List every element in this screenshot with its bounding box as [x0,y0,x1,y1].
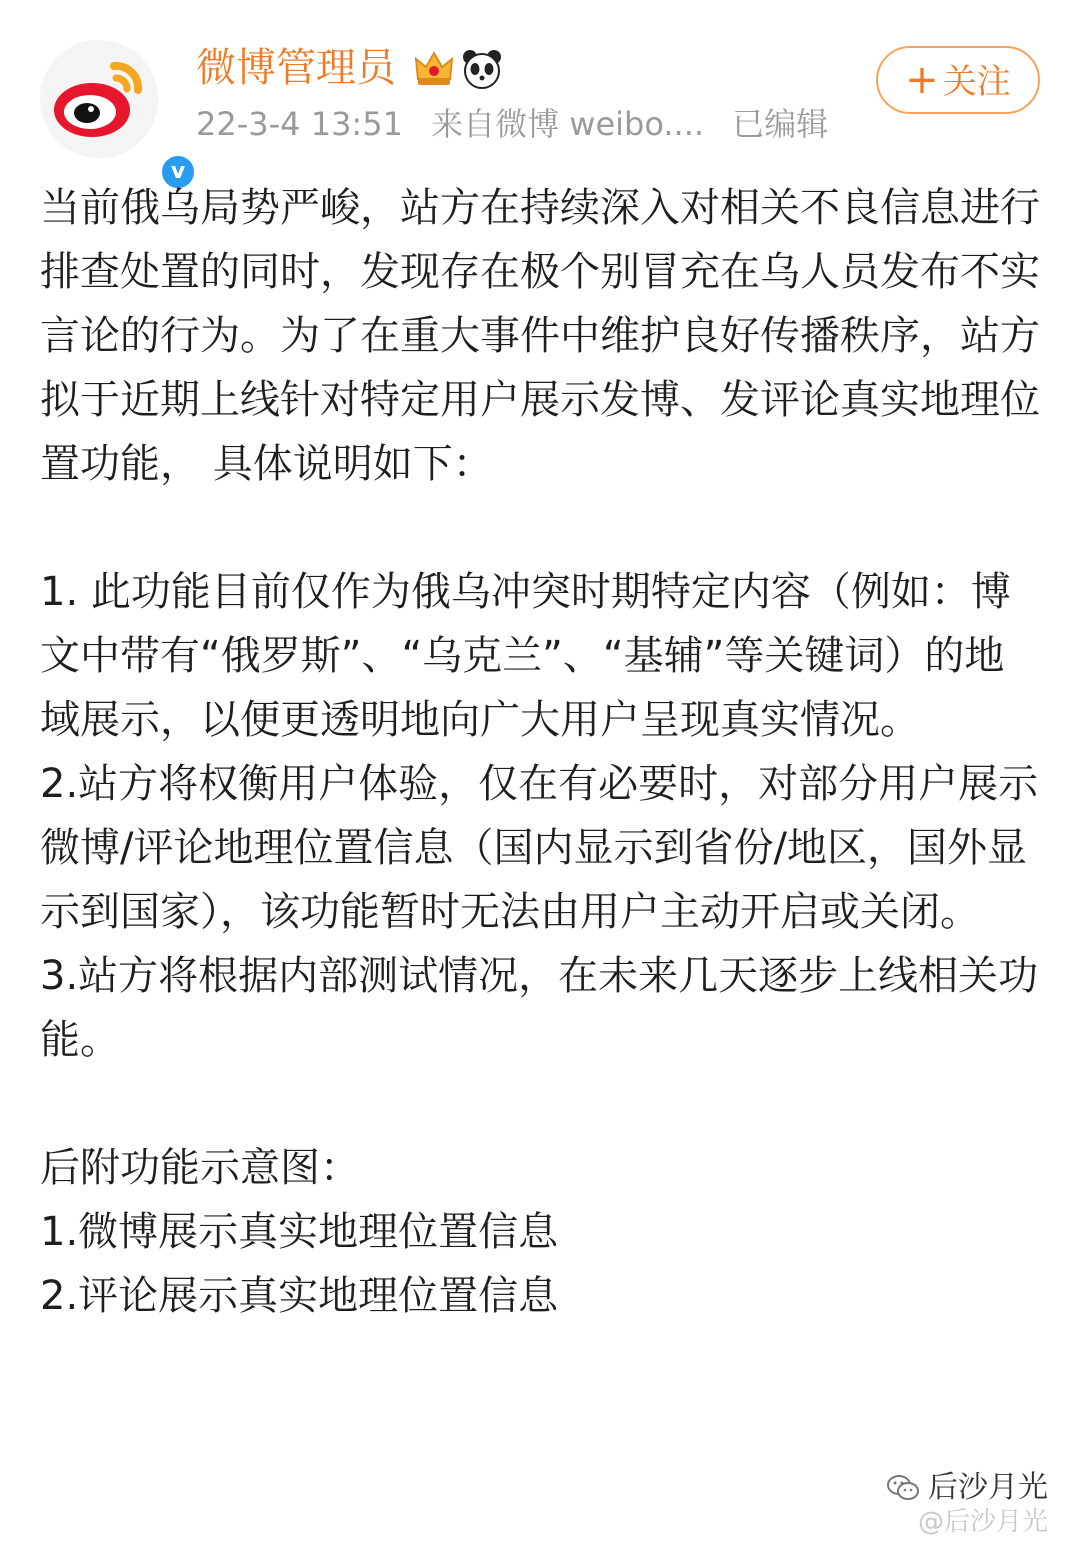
list-item: 2.评论展示真实地理位置信息 [40,1273,559,1319]
watermark-text: 后沙月光 [928,1470,1048,1505]
appendix-title: 后附功能示意图： [40,1145,360,1191]
avatar[interactable] [40,40,186,184]
watermark-sub: @后沙月光 [917,1507,1048,1537]
post-timestamp: 22-3-4 13:51 [196,105,403,143]
user-badges [412,46,504,92]
panda-badge-icon [460,47,504,91]
edited-label[interactable]: 已编辑 [732,105,829,143]
list-item: 3.站方将根据内部测试情况，在未来几天逐步上线相关功能。 [40,953,1039,1063]
follow-label: 关注 [942,62,1011,102]
wechat-icon [886,1474,920,1502]
list-item: 2.站方将权衡用户体验，仅在有必要时，对部分用户展示微博/评论地理位置信息（国内显示到省份/地区，国外显示到国家），该功能暂时无法由用户主动开启或关闭。 [40,761,1039,935]
weibo-logo-icon [40,40,158,158]
list-item: 1. 此功能目前仅作为俄乌冲突时期特定内容（例如：博文中带有“俄罗斯”、“乌克兰”、“基辅”等关键词）的地域展示，以便更透明地向广大用户呈现真实情况。 [40,569,1011,743]
follow-button[interactable] [876,46,1040,114]
plus-icon: + [905,57,939,103]
post-body [40,176,1040,1328]
crown-badge-icon [412,47,456,91]
post-meta [196,104,846,144]
verified-badge-icon: v [158,152,198,192]
list-item: 1.微博展示真实地理位置信息 [40,1209,559,1255]
post-paragraph: 当前俄乌局势严峻，站方在持续深入对相关不良信息进行排查处置的同时，发现存在极个别冒充在乌人员发布不实言论的行为。为了在重大事件中维护良好传播秩序，站方拟于近期上线针对特定用户展示发博、发评论真实地理位置功能， 具体说明如下： [40,185,1040,487]
post-header [0,0,1080,184]
post-source[interactable]: 来自微博 weibo.... [431,105,705,143]
watermark-main [886,1470,1048,1506]
username[interactable]: 微博管理员 [196,45,396,91]
watermark [886,1470,1048,1538]
